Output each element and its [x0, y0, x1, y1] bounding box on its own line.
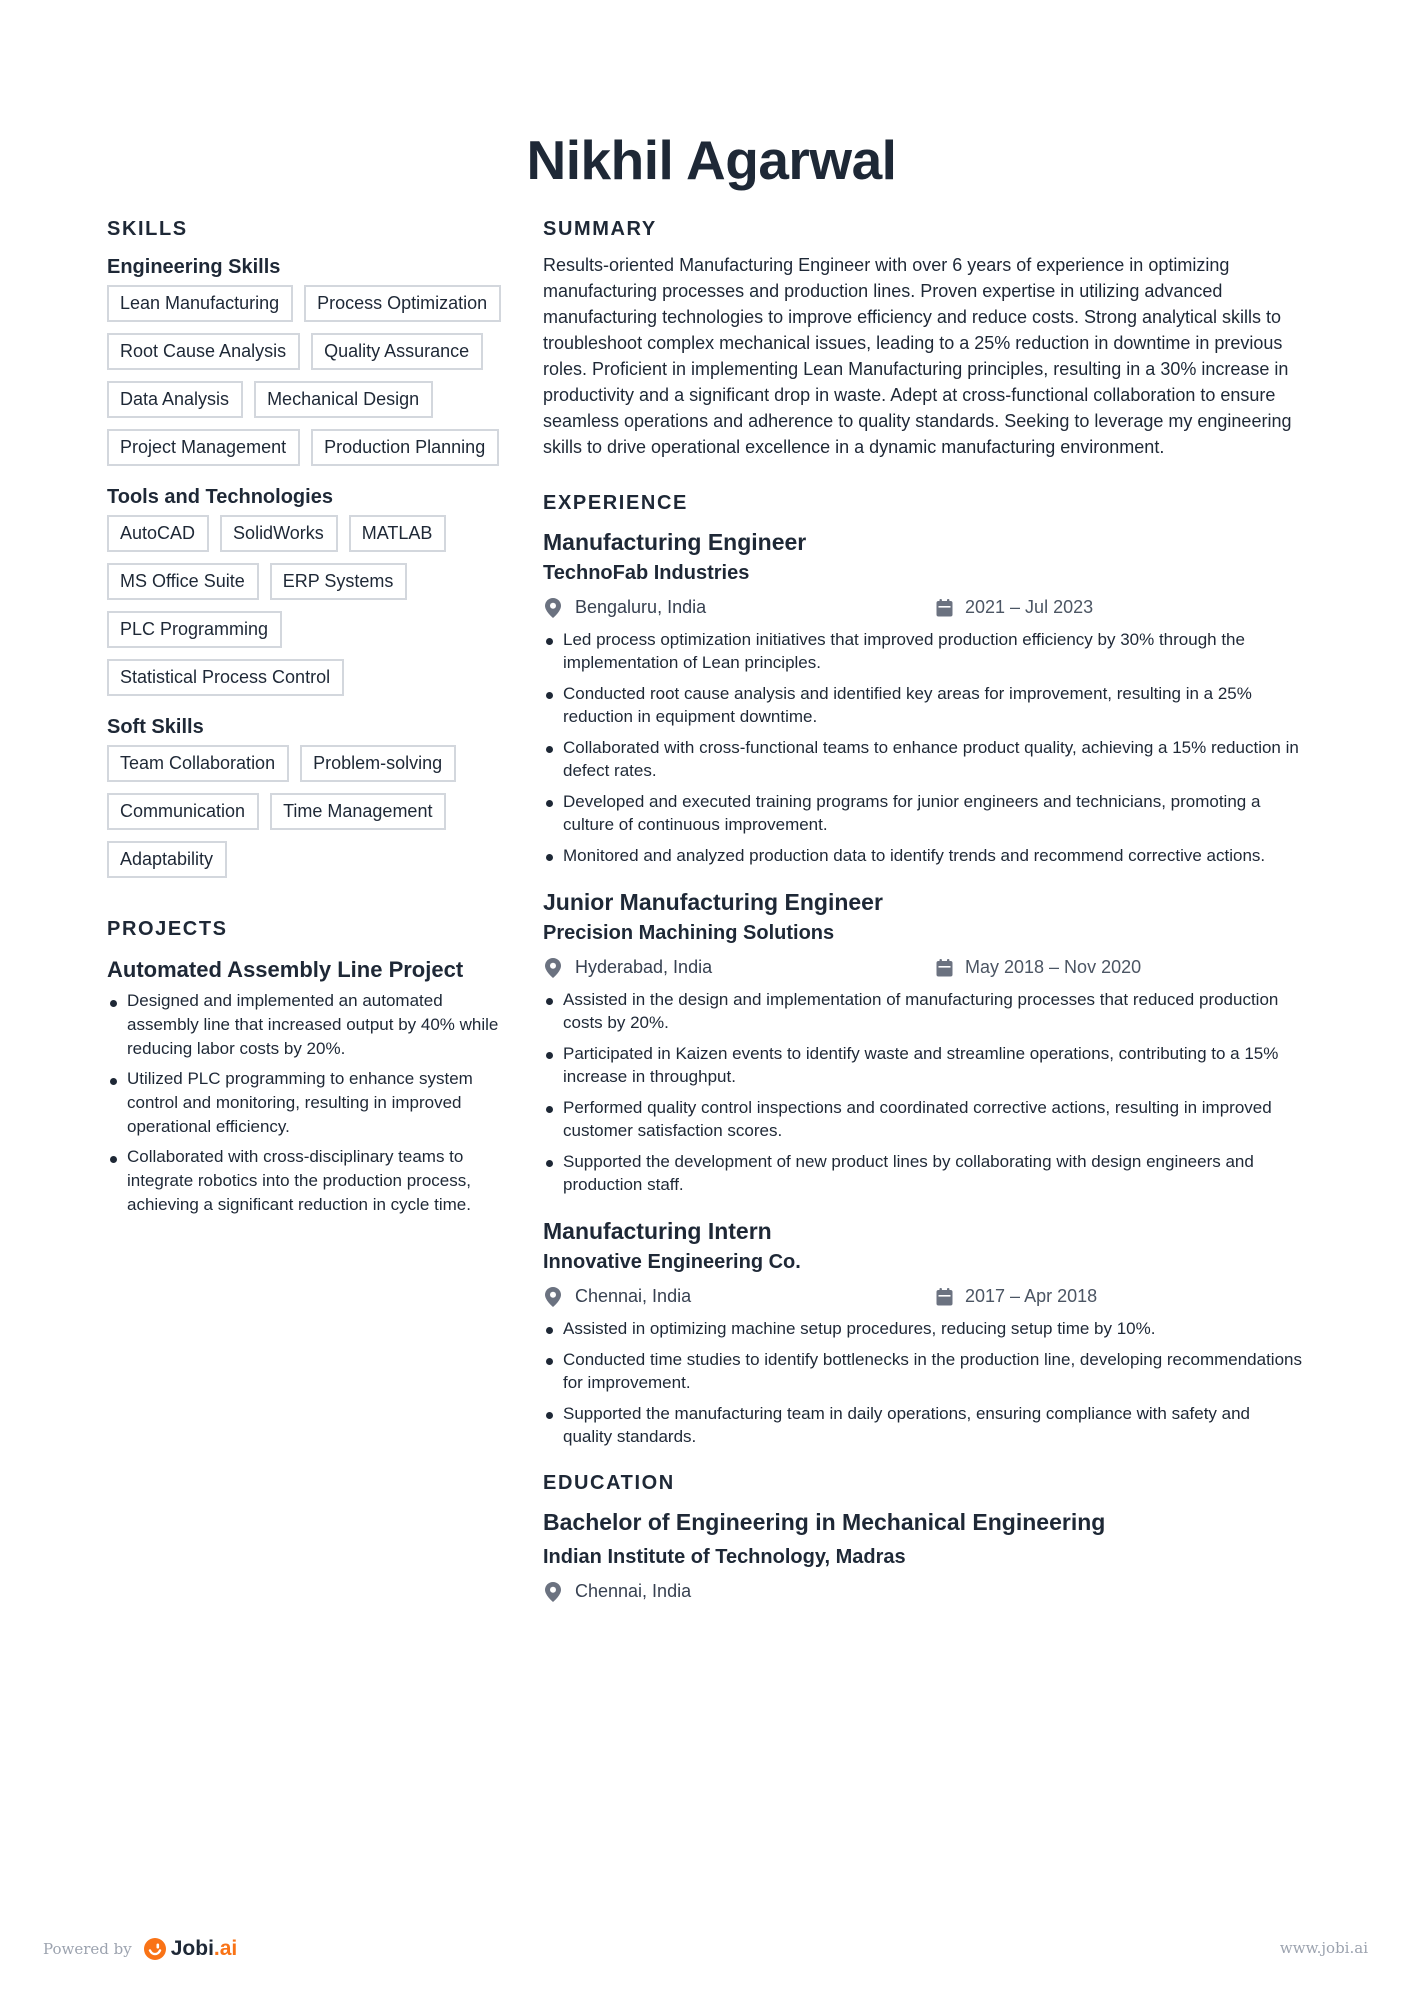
skill-tag: Root Cause Analysis	[107, 333, 300, 370]
job-bullet: Led process optimization initiatives that improved production efficiency by 30% through the implementation of Lean principles.	[543, 628, 1303, 674]
skill-tag-list	[107, 285, 502, 466]
map-pin-icon	[545, 958, 561, 978]
skill-tag-list	[107, 745, 502, 878]
job-list	[543, 529, 1303, 1448]
skill-tag: ERP Systems	[270, 563, 408, 600]
job-location	[543, 597, 936, 618]
job-location-text: Chennai, India	[575, 1286, 692, 1306]
job-entry	[543, 1218, 1303, 1448]
map-pin-icon	[545, 1287, 561, 1307]
job-location	[543, 957, 936, 978]
summary-heading: SUMMARY	[543, 218, 657, 240]
powered-by-text: Powered by	[43, 1940, 132, 1958]
projects-section	[107, 918, 502, 1217]
job-bullet: Collaborated with cross-functional teams to enhance product quality, achieving a 15% reduction in defect rates.	[543, 736, 1303, 782]
education-location	[543, 1581, 936, 1602]
education-degree: Bachelor of Engineering in Mechanical Engineering	[543, 1509, 1106, 1535]
job-location	[543, 1286, 936, 1307]
skill-group-title: Engineering Skills	[107, 256, 281, 278]
calendar-icon	[936, 959, 953, 977]
job-dates-text: May 2018 – Nov 2020	[965, 957, 1142, 977]
job-bullets	[543, 988, 1303, 1196]
skill-tag: Problem-solving	[300, 745, 456, 782]
calendar-icon	[936, 599, 953, 617]
experience-section	[543, 492, 1303, 1448]
job-dates	[936, 597, 1093, 618]
education-location-text: Chennai, India	[575, 1581, 692, 1601]
project-bullet: Utilized PLC programming to enhance system control and monitoring, resulting in improved operational efficiency.	[107, 1067, 502, 1139]
skill-tag: Mechanical Design	[254, 381, 433, 418]
education-school: Indian Institute of Technology, Madras	[543, 1546, 906, 1568]
job-dates	[936, 1286, 1097, 1307]
jobi-logo-icon	[144, 1938, 166, 1960]
job-meta	[543, 957, 1303, 978]
summary-text: Results-oriented Manufacturing Engineer with over 6 years of experience in optimizing manufacturing processes and production lines. Proven expertise in utilizing advanced manufacturing technologies to improve efficiency and reduce costs. Strong analytical skills to troubleshoot complex mechanical issues, leading to a 25% reduction in downtime in previous roles. Proficient in implementing Lean Manufacturing principles, resulting in a 30% increase in productivity and a significant drop in waste. Adept at cross-functional collaboration to ensure seamless operations and adherence to quality standards. Seeking to leverage my engineering skills to drive operational excellence in a dynamic manufacturing environment.	[543, 255, 1292, 457]
skill-tag: Lean Manufacturing	[107, 285, 293, 322]
job-bullet: Supported the development of new product lines by collaborating with design engineers and production staff.	[543, 1150, 1303, 1196]
job-bullet: Supported the manufacturing team in daily operations, ensuring compliance with safety and quality standards.	[543, 1402, 1303, 1448]
skill-group-title: Soft Skills	[107, 716, 204, 738]
projects-heading: PROJECTS	[107, 918, 228, 940]
job-company: Precision Machining Solutions	[543, 922, 835, 944]
jobi-logo[interactable]	[144, 1937, 238, 1961]
job-bullet: Conducted root cause analysis and identified key areas for improvement, resulting in a 25% reduction in equipment downtime.	[543, 682, 1303, 728]
skill-tag: Quality Assurance	[311, 333, 483, 370]
skill-tag: MATLAB	[349, 515, 447, 552]
job-bullet: Conducted time studies to identify bottlenecks in the production line, developing recommendations for improvement.	[543, 1348, 1303, 1394]
project-bullet: Collaborated with cross-disciplinary teams to integrate robotics into the production process, achieving a significant reduction in cycle time.	[107, 1145, 502, 1217]
right-column	[543, 218, 1303, 1612]
job-company: Innovative Engineering Co.	[543, 1251, 801, 1273]
job-title: Junior Manufacturing Engineer	[543, 889, 883, 915]
project-bullet: Designed and implemented an automated assembly line that increased output by 40% while reducing labor costs by 20%.	[107, 989, 502, 1061]
job-bullet: Performed quality control inspections and coordinated corrective actions, resulting in improved customer satisfaction scores.	[543, 1096, 1303, 1142]
left-column	[107, 218, 502, 1223]
summary-section	[543, 218, 1303, 460]
job-bullet: Monitored and analyzed production data to identify trends and recommend corrective actions.	[543, 844, 1303, 867]
skill-tag-list	[107, 515, 502, 696]
skill-tag: Project Management	[107, 429, 300, 466]
skill-tag: SolidWorks	[220, 515, 338, 552]
skill-tag: AutoCAD	[107, 515, 209, 552]
skill-tag: Time Management	[270, 793, 446, 830]
skills-section	[107, 218, 502, 878]
project-list	[107, 957, 502, 1217]
job-entry	[543, 889, 1303, 1196]
map-pin-icon	[545, 598, 561, 618]
job-bullet: Assisted in optimizing machine setup procedures, reducing setup time by 10%.	[543, 1317, 1303, 1340]
job-dates-text: 2017 – Apr 2018	[965, 1286, 1098, 1306]
skill-tag: Statistical Process Control	[107, 659, 344, 696]
education-meta	[543, 1581, 1303, 1602]
job-meta	[543, 597, 1303, 618]
skill-tag: MS Office Suite	[107, 563, 259, 600]
experience-heading: EXPERIENCE	[543, 492, 688, 514]
website-link[interactable]: www.jobi.ai	[1279, 1939, 1368, 1957]
job-bullet: Developed and executed training programs for junior engineers and technicians, promoting a culture of continuous improvement.	[543, 790, 1303, 836]
skill-tag: Team Collaboration	[107, 745, 289, 782]
brand-name: Jobi	[170, 1937, 214, 1960]
job-title: Manufacturing Intern	[543, 1218, 772, 1244]
education-section	[543, 1472, 1303, 1602]
job-bullets	[543, 1317, 1303, 1448]
skill-tag: PLC Programming	[107, 611, 282, 648]
calendar-icon	[936, 1288, 953, 1306]
map-pin-icon	[545, 1582, 561, 1602]
job-meta	[543, 1286, 1303, 1307]
skill-tag: Communication	[107, 793, 259, 830]
education-heading: EDUCATION	[543, 1472, 675, 1494]
project-title: Automated Assembly Line Project	[107, 957, 464, 982]
job-dates-text: 2021 – Jul 2023	[965, 597, 1094, 617]
job-bullets	[543, 628, 1303, 867]
project-bullets	[107, 989, 502, 1217]
candidate-name: Nikhil Agarwal	[526, 129, 897, 191]
job-location-text: Bengaluru, India	[575, 597, 707, 617]
brand-suffix: .ai	[213, 1937, 238, 1960]
skill-tag: Data Analysis	[107, 381, 243, 418]
skill-tag: Process Optimization	[304, 285, 501, 322]
job-dates	[936, 957, 1141, 978]
job-location-text: Hyderabad, India	[575, 957, 713, 977]
skill-tag: Production Planning	[311, 429, 499, 466]
job-company: TechnoFab Industries	[543, 562, 750, 584]
job-bullet: Assisted in the design and implementation of manufacturing processes that reduced production costs by 20%.	[543, 988, 1303, 1034]
skill-tag: Adaptability	[107, 841, 227, 878]
skill-group-title: Tools and Technologies	[107, 486, 333, 508]
job-entry	[543, 529, 1303, 867]
skill-groups	[107, 256, 502, 878]
job-title: Manufacturing Engineer	[543, 529, 807, 555]
footer-branding	[43, 1937, 237, 1961]
skills-heading: SKILLS	[107, 218, 188, 240]
job-bullet: Participated in Kaizen events to identify waste and streamline operations, contributing to a 15% increase in throughput.	[543, 1042, 1303, 1088]
